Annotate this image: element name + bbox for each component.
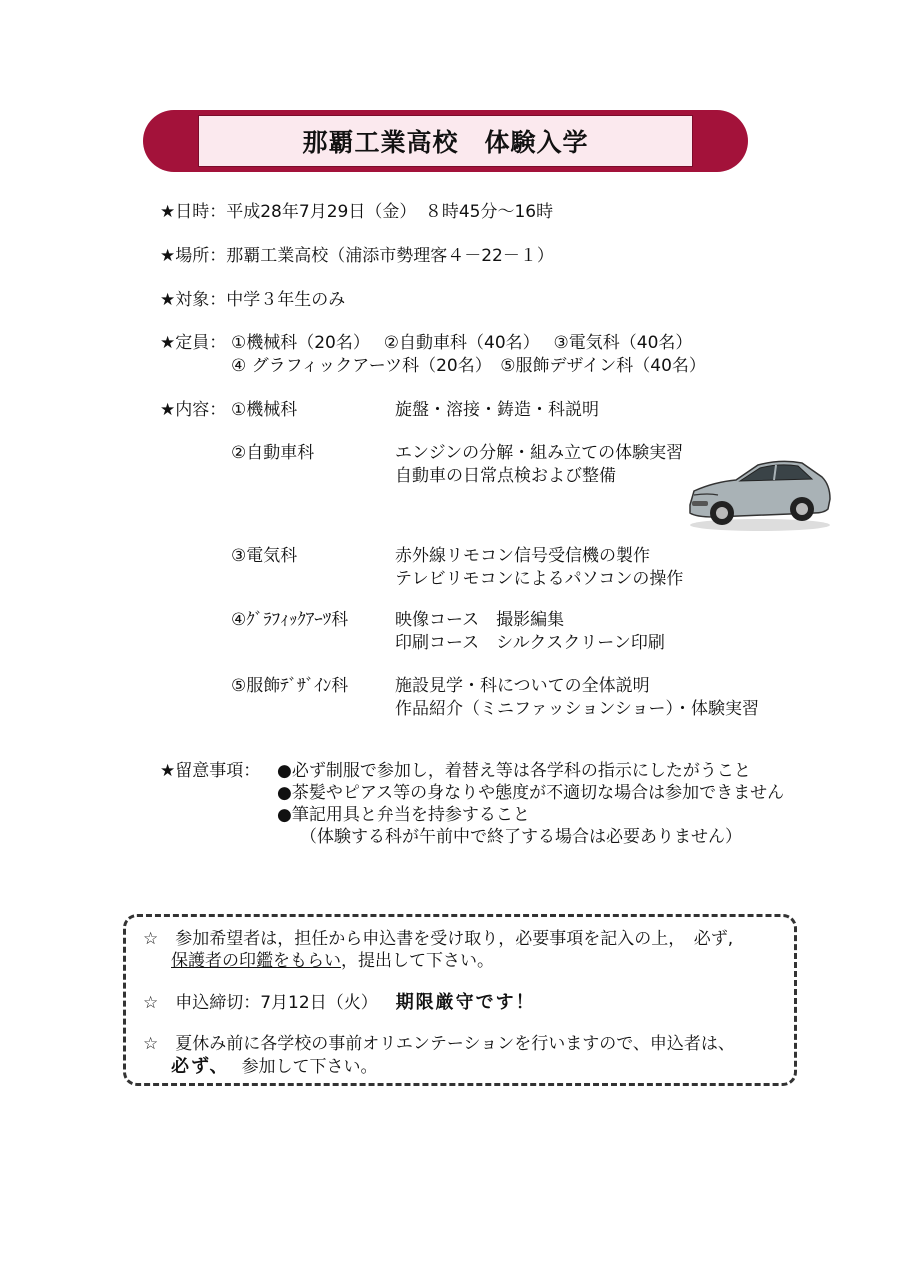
notice-item-1-rest: ，提出して下さい。 bbox=[341, 951, 494, 971]
note-line-4: （体験する科が午前中で終了する場合は必要ありません） bbox=[300, 827, 742, 847]
dept-fashion-desc-2: 作品紹介（ミニファッションショー）・体験実習 bbox=[395, 699, 760, 719]
capacity-line-1: ①機械科（20名） ②自動車科（40名） ③電気科（40名） bbox=[231, 333, 693, 353]
dept-automotive: ②自動車科 bbox=[231, 443, 315, 463]
dept-graphic-arts-desc-1: 映像コース 撮影編集 bbox=[395, 610, 565, 630]
notes-label: ★留意事項： bbox=[160, 761, 261, 781]
dept-electric-desc-2: テレビリモコンによるパソコンの操作 bbox=[395, 569, 684, 589]
car-illustration bbox=[684, 455, 834, 533]
deadline-emphasis: 期限厳守です！ bbox=[395, 992, 536, 1013]
datetime-line: ★日時：平成28年7月29日（金） ８時45分～16時 bbox=[160, 202, 554, 222]
dept-fashion-desc-1: 施設見学・科についての全体説明 bbox=[395, 676, 650, 696]
note-line-3: ●筆記用具と弁当を持参すること bbox=[277, 805, 530, 825]
notice-item-1-line-2 bbox=[171, 950, 494, 973]
dept-automotive-desc-1: エンジンの分解・組み立ての体験実習 bbox=[395, 443, 684, 463]
place-line: ★場所：那覇工業高校（浦添市勢理客４－22－１） bbox=[160, 246, 554, 266]
dept-automotive-desc-2: 自動車の日常点検および整備 bbox=[395, 466, 616, 486]
must-emphasis: 必ず、 bbox=[171, 1056, 230, 1077]
deadline-text: ☆ 申込締切：7月12日（火） bbox=[143, 993, 378, 1013]
dept-mechanical: ①機械科 bbox=[231, 400, 298, 420]
dept-electric-desc-1: 赤外線リモコン信号受信機の製作 bbox=[395, 546, 650, 566]
note-line-2: ●茶髪やピアス等の身なりや態度が不適切な場合は参加できません bbox=[277, 783, 785, 803]
dept-graphic-arts-desc-2: 印刷コース シルクスクリーン印刷 bbox=[395, 633, 665, 653]
dept-graphic-arts: ④ｸﾞﾗﾌｨｯｸｱｰﾂ科 bbox=[231, 610, 349, 630]
target-line: ★対象：中学３年生のみ bbox=[160, 290, 346, 310]
dept-fashion: ⑤服飾ﾃﾞｻﾞｲﾝ科 bbox=[231, 676, 349, 696]
capacity-line-2: ④ グラフィックアーツ科（20名） ⑤服飾デザイン科（40名） bbox=[231, 356, 706, 376]
notice-item-3-line-2 bbox=[171, 1055, 378, 1079]
dept-electric: ③電気科 bbox=[231, 546, 298, 566]
notice-item-2 bbox=[143, 991, 536, 1015]
content-label: ★内容： bbox=[160, 400, 227, 420]
notice-item-1-line-1: ☆ 参加希望者は，担任から申込書を受け取り，必要事項を記入の上， 必ず, bbox=[143, 929, 734, 949]
capacity-label: ★定員： bbox=[160, 333, 227, 353]
notice-item-3-rest: 参加して下さい。 bbox=[241, 1057, 378, 1077]
guardian-seal-underlined: 保護者の印鑑をもらい bbox=[171, 951, 341, 971]
notice-item-3-line-1: ☆ 夏休み前に各学校の事前オリエンテーションを行いますので、申込者は、 bbox=[143, 1034, 735, 1054]
dept-mechanical-desc-1: 旋盤・溶接・鋳造・科説明 bbox=[395, 400, 599, 420]
page-title: 那覇工業高校 体験入学 bbox=[198, 115, 693, 167]
note-line-1: ●必ず制服で参加し，着替え等は各学科の指示にしたがうこと bbox=[277, 761, 751, 781]
